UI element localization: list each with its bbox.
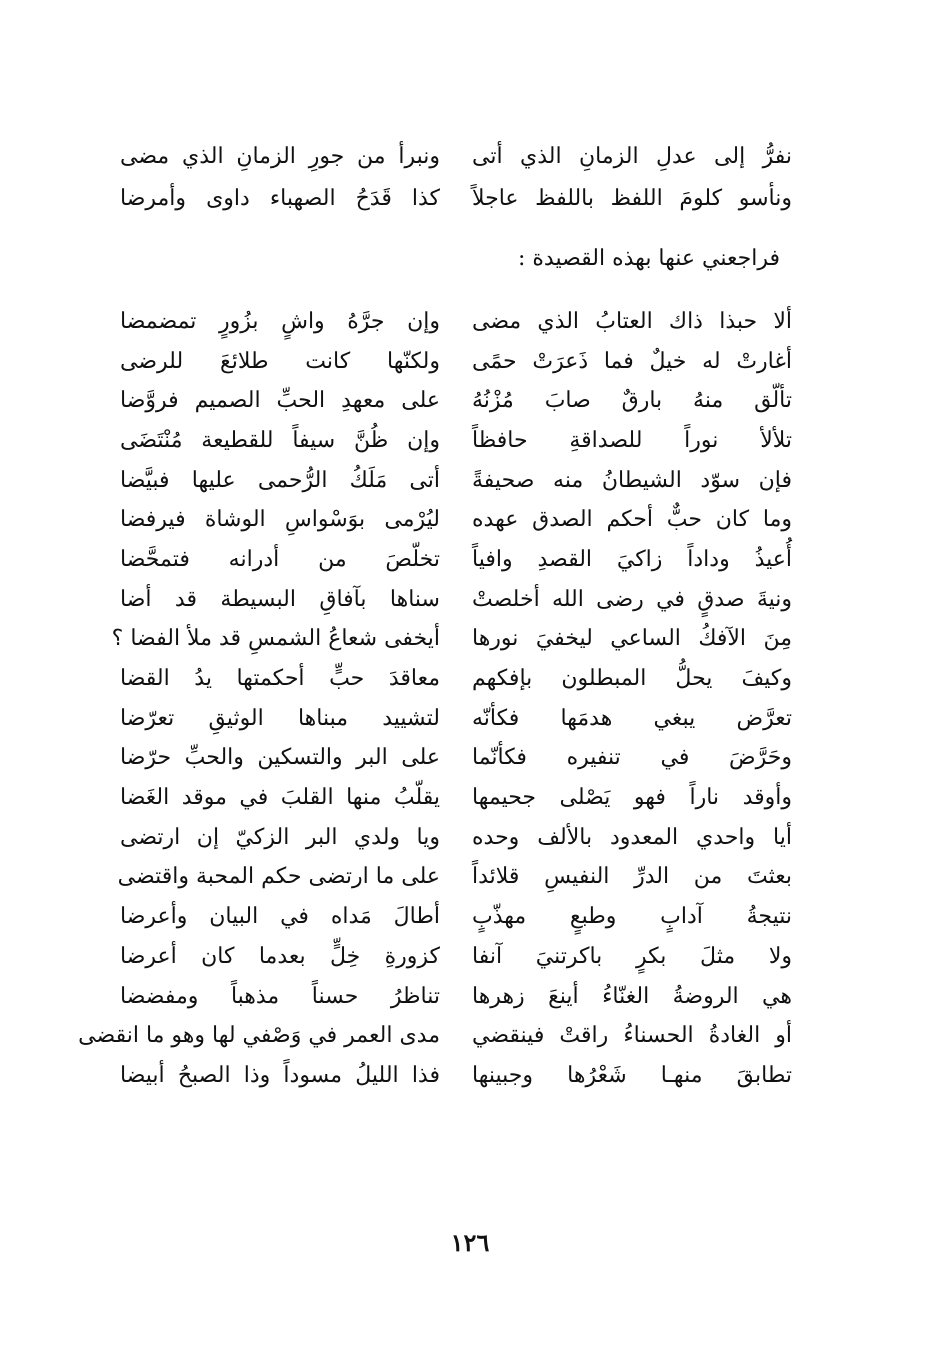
opening-verses: [120, 136, 792, 220]
verse-second-half: سناها بآفاقِ البسيطة قد أضا: [120, 586, 440, 612]
verse-first-half: تعرَّض يبغي هدمَها فكأنّه: [472, 705, 792, 731]
verse-line: [120, 500, 792, 540]
verse-first-half: أو الغادةُ الحسناءُ راقتْ فينقضي: [472, 1023, 792, 1049]
verse-first-half: وكيفَ يحلُّ المبطلون بإفكهم: [472, 666, 792, 692]
verse-line: [120, 897, 792, 937]
verse-first-half: نفرُّ إلى عدلِ الزمانِ الذي أتى: [472, 144, 792, 169]
verse-second-half: على معهدِ الحبِّ الصميم فروَّضا: [120, 388, 440, 414]
verse-line: [120, 659, 792, 699]
verse-second-half: أيخفى شعاعُ الشمسِ قد ملأ الفضا ؟: [111, 626, 440, 652]
verse-first-half: تلألأ نوراً للصداقةِ حافظاً: [472, 427, 792, 453]
verse-first-half: مِنَ الآفكُ الساعي ليخفيَ نورها: [472, 626, 792, 652]
verse-line: [78, 1016, 792, 1056]
verse-second-half: تخلّصَ من أدرانه فتمحَّضا: [120, 546, 440, 572]
verse-line: [120, 302, 792, 342]
verse-second-half: تناظرُ حسناً مذهباً ومفضضا: [120, 983, 440, 1009]
verse-line: [120, 342, 792, 382]
verse-second-half: أطالَ مَداه في البيان وأعرضا: [120, 904, 440, 930]
verse-line: [111, 620, 792, 660]
verse-first-half: ألا حبذا ذاك العتابُ الذي مضى: [472, 308, 792, 334]
verse-first-half: تطابقَ منهـا شَعْرُها وجبينها: [472, 1062, 792, 1088]
verse-first-half: وحَرَّضَ في تنفيره فكأنّما: [472, 745, 792, 771]
verse-line: [120, 381, 792, 421]
verse-first-half: أيا واحدي المعدود بالألف وحده: [472, 824, 792, 850]
verse-line: [120, 739, 792, 779]
verse-second-half: كزورةِ خِلٍّ بعدما كان أعرضا: [120, 943, 440, 969]
poem: [78, 302, 792, 1096]
verse-line: [120, 136, 792, 178]
verse-line: [120, 699, 792, 739]
verse-second-half: ليُرْمى بوَسْواسِ الوشاة فيرفضا: [120, 507, 440, 533]
verse-second-half: ويا ولدي البر الزكيّ إن ارتضى: [120, 824, 440, 850]
verse-first-half: تألّق منهُ بارقٌ صابَ مُزْنُهُ: [472, 388, 792, 414]
verse-first-half: وأوقد ناراً فهو يَصْلى جحيمها: [472, 785, 792, 811]
verse-first-half: أُعيذُ وداداً زاكيَ القصدِ وافياً: [472, 546, 792, 572]
verse-line: [120, 818, 792, 858]
verse-first-half: ونيةَ صدقٍ في رضى الله أخلصتْ: [472, 586, 792, 612]
page-number: ١٢٦: [450, 1228, 490, 1257]
verse-first-half: ونأسو كلومَ اللفظ باللفظ عاجلاً: [472, 186, 792, 211]
verse-second-half: يقلّبُ منها القلبَ في موقد الغَضا: [120, 785, 440, 811]
verse-line: [117, 858, 792, 898]
verse-second-half: كذا قَدَحُ الصهباء داوى وأمرضا: [120, 186, 440, 211]
intro-line: فراجعني عنها بهذه القصيدة :: [517, 246, 780, 271]
verse-second-half: على ما ارتضى حكم المحبة واقتضى: [117, 864, 440, 890]
verse-line: [120, 178, 792, 220]
verse-first-half: نتيجةُ آدابٍ وطبعٍ مهذّبٍ: [472, 904, 792, 930]
verse-second-half: معاقدَ حبٍّ أحكمتها يدُ القضا: [120, 666, 440, 692]
verse-second-half: أتى مَلَكُ الرُّحمى عليها فبيَّضا: [120, 467, 440, 493]
verse-line: [120, 778, 792, 818]
verse-first-half: أغارتْ له خيلٌ فما ذَعرَتْ حمًى: [472, 348, 792, 374]
verse-first-half: فإن سوّد الشيطانُ منه صحيفةً: [472, 467, 792, 493]
verse-second-half: وإن جرَّهُ واشٍ بزُورٍ تمضمضا: [120, 308, 440, 334]
verse-first-half: بعثتَ من الدرِّ النفيسِ قلائداً: [472, 864, 792, 890]
verse-first-half: وما كان حبٌّ أحكم الصدق عهده: [472, 507, 792, 533]
verse-second-half: على البر والتسكين والحبِّ حرّضا: [120, 745, 440, 771]
verse-second-half: فذا الليلُ مسوداً وذا الصبحُ أبيضا: [120, 1062, 440, 1088]
verse-line: [120, 937, 792, 977]
verse-line: [120, 540, 792, 580]
verse-second-half: مدى العمر في وَصْفي لها وهو ما انقضى: [78, 1023, 440, 1049]
verse-line: [120, 421, 792, 461]
verse-second-half: لتشييد مبناها الوثيقِ تعرّضا: [120, 705, 440, 731]
verse-first-half: هي الروضةُ الغنّاءُ أينعَ زهرها: [472, 983, 792, 1009]
verse-line: [120, 1056, 792, 1096]
verse-line: [120, 580, 792, 620]
verse-second-half: ولكنّها كانت طلائعَ للرضى: [120, 348, 440, 374]
verse-first-half: ولا مثلَ بكرٍ باكرتنيَ آنفا: [472, 943, 792, 969]
verse-second-half: وإن ظُنَّ سيفاً للقطيعة مُنْتَضَى: [120, 427, 440, 453]
verse-line: [120, 461, 792, 501]
verse-second-half: ونبرأ من جورِ الزمانِ الذي مضى: [120, 144, 440, 169]
verse-line: [120, 977, 792, 1017]
